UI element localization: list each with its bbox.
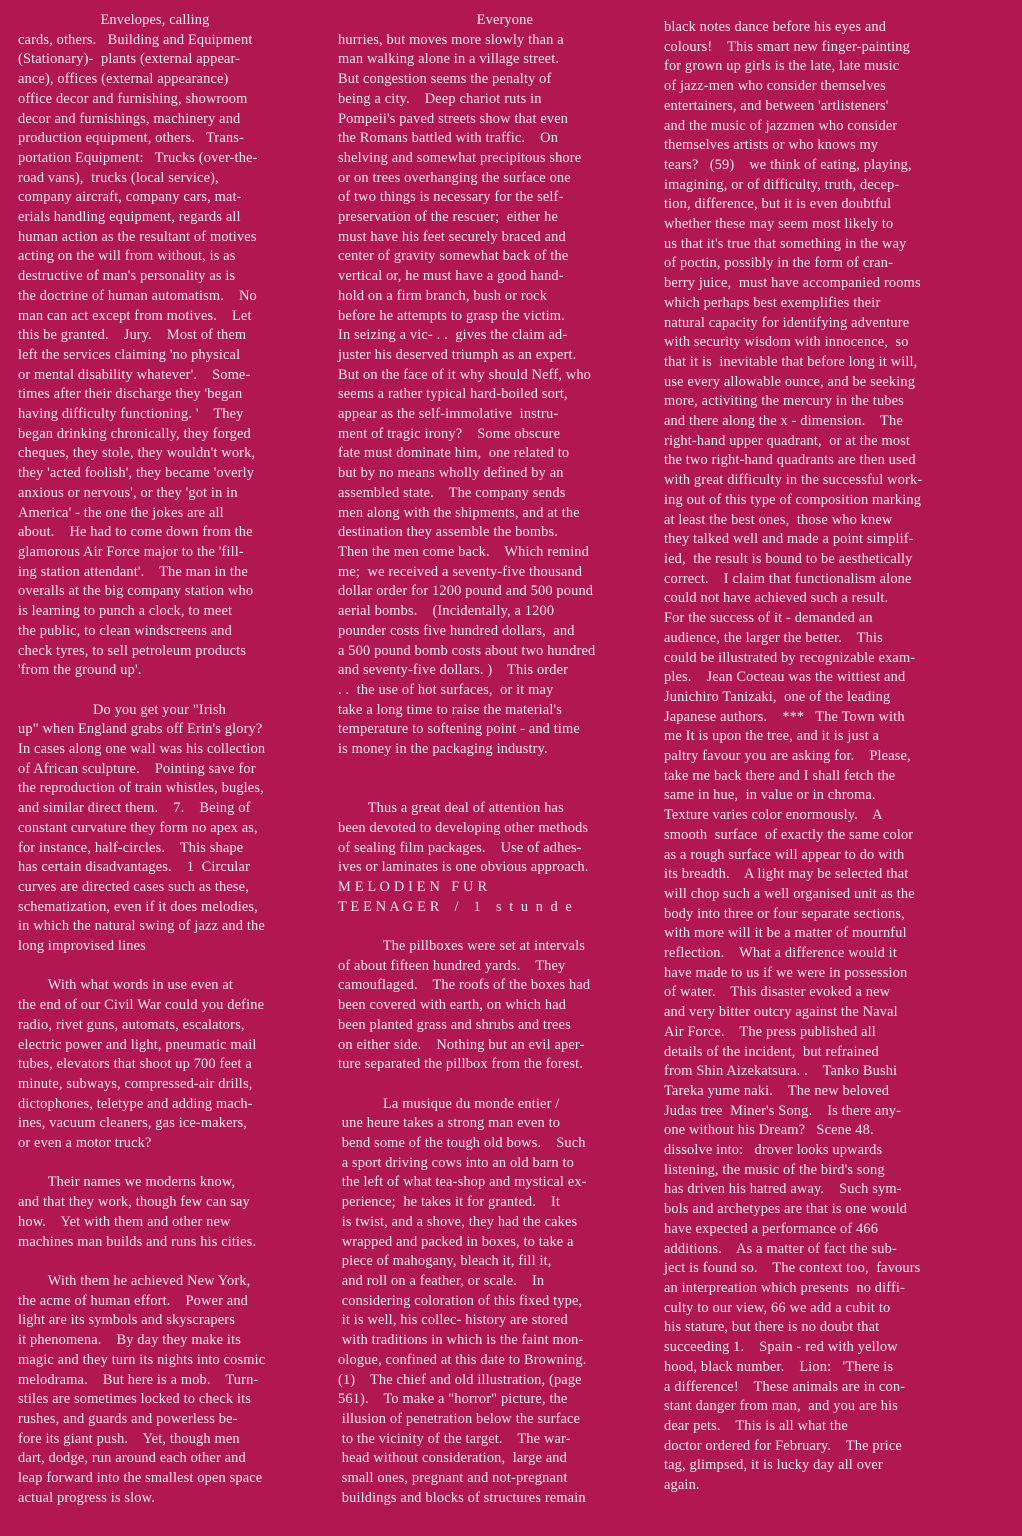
text-line: and similar direct them. 7. Being of [18,800,251,817]
text-line: radio, rivet guns, automats, escalators, [18,1016,245,1033]
text-line: have expected a performance of 466 [664,1220,879,1237]
text-line: But congestion seems the penalty of [338,71,552,88]
text-line: the acme of human effort. Power and [18,1292,249,1309]
text-line: for instance, half-circles. This shape [18,839,244,856]
text-line: bend some of the tough old bows. Such [338,1135,586,1152]
text-line: head without consideration, large and [338,1450,567,1467]
text-line: ologue, confined at this date to Browning. [338,1351,587,1368]
text-line: left the services claiming 'no physical [18,346,241,363]
text-line: men along with the shipments, and at the [338,504,580,521]
text-line: 'from the ground up'. [18,662,142,679]
text-line: Everyone [338,12,534,28]
text-line: or on trees overhanging the surface one [338,169,571,186]
text-line: Their names we moderns know, [18,1174,236,1191]
text-line: of jazz-men who consider themselves [664,78,886,95]
text-line: been planted grass and shrubs and trees [338,1016,571,1033]
text-line: rushes, and guards and powerless be- [18,1410,238,1427]
text-line: light are its symbols and skyscrapers [18,1312,235,1329]
text-line: me; we received a seventy-five thousand [338,563,583,580]
text-line: stant danger from man, and you are his [664,1398,899,1415]
text-line: (Stationary)- plants (external appear- [18,51,241,68]
text-line: actual progress is slow. [18,1489,155,1506]
text-line: leap forward into the smallest open space [18,1470,263,1487]
text-line: with more will it be a matter of mournful [664,925,907,942]
text-line: listening, the music of the bird's song [664,1161,885,1178]
text-line: about. He had to come down from the [18,524,253,541]
text-line: Thus a great deal of attention has [338,800,564,817]
text-line: take a long time to raise the material's [338,701,562,718]
text-line: correct. I claim that functionalism alone [664,570,912,587]
text-line: take me back there and I shall fetch the [664,767,896,784]
text-line: of water. This disaster evoked a new [664,984,891,1001]
text-line: black notes dance before his eyes and [664,19,887,35]
text-line: electric power and light, pneumatic mail [18,1036,257,1053]
text-line: of African sculpture. Pointing save for [18,760,256,777]
text-line: man walking alone in a village street. [338,51,560,68]
text-line: must have his feet securely braced and [338,228,566,245]
text-line: melodrama. But here is a mob. Turn- [18,1371,259,1388]
text-line: glamorous Air Force major to the 'fill- [18,543,244,560]
text-line: the Romans battled with traffic. On [338,130,559,147]
text-line: overalls at the big company station who [18,583,254,600]
text-line: which perhaps best exemplifies their [664,294,881,311]
text-line: it phenomena. By day they make its [18,1332,241,1349]
text-column-middle [338,11,664,1508]
text-line: ines, vacuum cleaners, gas ice-makers, [18,1115,248,1132]
text-line: of poctin, possibly in the form of cran- [664,255,894,272]
text-line: the doctrine of human automatism. No [18,287,257,304]
text-line: with security wisdom with innocence, so [664,334,909,351]
text-line: Tareka yume naki. The new beloved [664,1082,890,1099]
text-line: been devoted to developing other methods [338,819,589,836]
text-line: acting on the will from without, is as [18,248,236,265]
text-line: and the music of jazzmen who consider [664,117,898,134]
text-line: ance), offices (external appearance) [18,71,229,88]
text-line: schematization, even if it does melodies, [18,898,258,915]
text-line: the left of what tea-shop and mystical ex- [338,1174,587,1191]
text-line: dollar order for 1200 pound and 500 pound [338,583,594,600]
text-line: buildings and blocks of structures remain [338,1489,586,1506]
text-line: . . the use of hot surfaces, or it may [338,681,554,698]
text-line: up" when England grabs off Erin's glory? [18,721,263,738]
text-line: same in hue, in value or in chroma. [664,787,876,804]
text-line: illusion of penetration below the surface [338,1410,581,1427]
text-line: the public, to clean windscreens and [18,622,232,639]
text-line: the end of our Civil War could you define [18,997,265,1014]
text-line: will chop such a well organised unit as the [664,885,915,902]
text-line: us that it's true that something in the way [664,235,907,252]
text-line: a sport driving cows into an old barn to [338,1154,574,1171]
text-line: assembled state. The company sends [338,484,566,501]
text-line: tag, glimpsed, it is lucky day all over [664,1457,883,1474]
text-line: having difficulty functioning. ' They [18,406,244,423]
text-line: une heure takes a strong man even to [338,1115,561,1132]
text-line: its breadth. A light may be selected that [664,866,909,883]
text-line: his stature, but there is no doubt that [664,1319,880,1336]
text-line [18,957,340,977]
text-line: it is well, his collec- history are stored [338,1312,568,1329]
text-line [338,1075,664,1095]
text-line: body into three or four separate sections, [664,905,905,922]
text-line: before he attempts to grasp the victim. [338,307,565,324]
text-line: aerial bombs. (Incidentally, a 1200 [338,603,555,620]
text-line: dear pets. This is all what the [664,1417,848,1434]
text-line: shelving and somewhat precipitous shore [338,149,582,166]
text-column-left [18,11,340,1508]
text-line: Judas tree Miner's Song. Is there any- [664,1102,902,1119]
text-line: of about fifteen hundred yards. They [338,957,566,974]
text-line: to the vicinity of the target. The war- [338,1430,571,1447]
text-line: with traditions in which is the faint mon- [338,1332,584,1349]
text-line: small ones, pregnant and not-pregnant [338,1470,568,1487]
text-line: on either side. Nothing but an evil aper- [338,1036,585,1053]
text-line: they 'acted foolish', they became 'overly [18,465,255,482]
text-line: ives or laminates is one obvious approach. [338,859,589,876]
text-line: one without his Dream? Scene 48. [664,1122,874,1139]
text-line: additions. As a matter of fact the sub- [664,1240,897,1257]
text-line: wrapped and packed in boxes, to take a [338,1233,574,1250]
text-line: La musique du monde entier / [338,1095,560,1112]
text-line: camouflaged. The roofs of the boxes had [338,977,591,994]
text-line: piece of mahogany, bleach it, fill it, [338,1253,552,1270]
text-line: smooth surface of exactly the same color [664,826,914,843]
text-line: in which the natural swing of jazz and the [18,918,265,935]
text-line: this be granted. Jury. Most of them [18,327,247,344]
text-line: Do you get your "Irish [18,701,227,718]
text-line: For the success of it - demanded an [664,610,873,627]
text-line: have made to us if we were in possession [664,964,908,981]
text-line [18,1154,340,1174]
text-line: from Shin Aizekatsura. . Tanko Bushi [664,1063,898,1080]
text-line: preservation of the rescuer; either he [338,209,559,226]
text-line: began drinking chronically, they forged [18,425,251,442]
text-line: M E L O D I E N F U R [338,878,488,895]
text-line: perience; he takes it for granted. It [338,1194,561,1211]
text-line: doctor ordered for February. The price [664,1437,902,1454]
text-line: and there along the x - dimension. The [664,413,903,430]
text-line: for grown up girls is the late, late music [664,58,900,75]
text-line: but by no means wholly defined by an [338,465,564,482]
text-line: at least the best ones, those who knew [664,511,893,528]
text-line: Envelopes, calling [18,12,210,28]
text-line [338,760,664,780]
text-line [18,681,340,701]
text-line: road vans), trucks (local service), [18,169,219,186]
text-line: magic and they turn its nights into cosmic [18,1351,266,1368]
text-line: decor and furnishings, machinery and [18,110,241,127]
text-line: human action as the resultant of motives [18,228,257,245]
text-line: dictophones, teletype and adding mach- [18,1095,253,1112]
text-line: has certain disadvantages. 1 Circular [18,859,250,876]
text-line: 561). To make a "horror" picture, the [338,1391,568,1408]
text-line: ture separated the pillbox from the forest. [338,1056,584,1073]
text-line [338,779,664,799]
text-line: Texture varies color enormously. A [664,807,883,824]
text-line: and seventy-five dollars. ) This order [338,662,569,679]
text-line: tears? (59) we think of eating, playing, [664,156,912,173]
text-line: and that they work, though few can say [18,1194,250,1211]
text-line: machines man builds and runs his cities. [18,1233,257,1250]
text-line: more, activiting the mercury in the tubes [664,393,904,410]
text-line: paltry favour you are asking for. Please, [664,748,911,765]
text-line: Junichiro Tanizaki, one of the leading [664,688,891,705]
text-line: man can act except from motives. Let [18,307,252,324]
text-line: curves are directed cases such as these, [18,878,249,895]
text-line: with great difficulty in the successful work- [664,472,923,489]
text-line: ing out of this type of composition marking [664,491,922,508]
text-line: again. [664,1477,700,1494]
text-line: me It is upon the tree, and it is just a [664,728,880,745]
text-line: entertainers, and between 'artlisteners' [664,97,889,114]
text-line: has driven his hatred away. Such sym- [664,1181,902,1198]
text-line: as a rough surface will appear to do with [664,846,905,863]
text-line: constant curvature they form no apex as, [18,819,258,836]
text-line: could be illustrated by recognizable exam- [664,649,916,666]
text-line: T E E N A G E R / 1 s t u n d e [338,898,572,915]
text-line: stiles are sometimes locked to check its [18,1391,251,1408]
text-line: whether these may seem most likely to [664,216,894,233]
text-line: destructive of man's personality as is [18,268,236,285]
text-line: a difference! These animals are in con- [664,1378,906,1395]
text-line: cheques, they stole, they wouldn't work, [18,445,256,462]
text-line: reflection. What a difference would it [664,945,897,962]
text-line: hood, black number. Lion: 'There is [664,1358,894,1375]
text-line: check tyres, to sell petroleum products [18,642,247,659]
text-line: details of the incident, but refrained [664,1043,879,1060]
text-line: destination they assemble the bombs. [338,524,559,541]
text-column-right [664,18,1004,1496]
text-line: and roll on a feather, or scale. In [338,1273,545,1289]
text-line: use every allowable ounce, and be seeking [664,373,916,390]
text-line: appear as the self-immolative instru- [338,406,559,423]
text-line: times after their discharge they 'began [18,386,243,403]
text-line: temperature to softening point - and time [338,721,580,738]
text-line: ing station attendant'. The man in the [18,563,248,580]
text-line: long improvised lines [18,938,146,955]
text-line: tion, difference, but it is even doubtful [664,196,892,213]
text-line: ples. Jean Cocteau was the wittiest and [664,669,906,686]
text-line: anxious or nervous', or they 'got in in [18,484,238,501]
text-line: In cases along one wall was his collection [18,741,266,758]
text-line: hold on a firm branch, bush or rock [338,287,548,304]
text-line: dart, dodge, run around each other and [18,1450,246,1467]
text-line: succeeding 1. Spain - red with yellow [664,1339,898,1356]
text-line: colours! This smart new finger-painting [664,38,910,55]
text-line: Pompeii's paved streets show that even [338,110,569,127]
text-line: that it is inevitable that before long it will, [664,353,918,370]
text-line [18,1252,340,1272]
text-line: of two things is necessary for the self- [338,189,564,206]
text-line: could not have achieved such a result. [664,590,889,607]
text-line: With what words in use even at [18,977,234,994]
text-line: ment of tragic irony? Some obscure [338,425,561,442]
text-line: natural capacity for identifying adventure [664,314,910,331]
text-line: and very bitter outcry against the Naval [664,1004,898,1021]
text-line: is twist, and a shove, they had the cakes [338,1213,578,1230]
text-line: being a city. Deep chariot ruts in [338,90,542,107]
text-line: of sealing film packages. Use of adhes- [338,839,582,856]
text-line: erials handling equipment, regards all [18,209,241,226]
text-line [338,917,664,937]
text-line: berry juice, must have accompanied rooms [664,275,921,292]
text-line: or mental disability whatever'. Some- [18,366,251,383]
text-line: portation Equipment: Trucks (over-the- [18,149,258,166]
text-line: production equipment, others. Trans- [18,130,244,147]
text-line: ied, the result is bound to be aesthetically [664,550,913,567]
text-line: minute, subways, compressed-air drills, [18,1075,253,1092]
text-line: Japanese authors. *** The Town with [664,708,905,725]
text-line: Air Force. The press published all [664,1023,876,1040]
text-line: themselves artists or who knows my [664,137,879,154]
text-line: an interpreation which presents no diffi- [664,1280,906,1296]
text-line: hurries, but moves more slowly than a [338,31,564,48]
text-line: right-hand upper quadrant, or at the most [664,432,911,449]
text-line: (1) The chief and old illustration, (page [338,1371,582,1388]
text-line: is money in the packaging industry. [338,741,548,758]
text-line: is learning to punch a clock, to meet [18,603,233,620]
text-line: company aircraft, company cars, mat- [18,189,242,206]
text-line: fore its giant push. Yet, though men [18,1430,240,1447]
text-line: culty to our view, 66 we add a cubit to [664,1299,891,1316]
text-line: they talked well and made a point simplif- [664,531,914,548]
text-line: ject is found so. The context too, favours [664,1260,921,1277]
text-line: the two right-hand quadrants are then used [664,452,916,469]
text-line: juster his deserved triumph as an expert. [338,346,577,363]
text-line: America' - the one the jokes are all [18,504,224,521]
text-line: But on the face of it why should Neff, who [338,366,592,383]
text-line: Then the men come back. Which remind [338,543,589,560]
text-line: With them he achieved New York, [18,1273,251,1289]
text-line: considering coloration of this fixed type, [338,1292,583,1309]
text-line: In seizing a vic- . . gives the claim ad- [338,327,568,344]
text-line: tubes, elevators that shoot up 700 feet a [18,1056,252,1073]
text-line: office decor and furnishing, showroom [18,90,248,107]
text-line: the reproduction of train whistles, bugles, [18,780,264,797]
text-line: cards, others. Building and Equipment [18,31,253,48]
text-line: been covered with earth, on which had [338,997,567,1014]
text-line: or even a motor truck? [18,1135,152,1152]
text-line: how. Yet with them and other new [18,1213,231,1230]
text-line: audience, the larger the better. This [664,629,883,646]
text-line: bols and archetypes are that is one would [664,1201,908,1218]
text-line: imagining, or of difficulty, truth, decep- [664,176,900,193]
text-line: fate must dominate him, one related to [338,445,570,462]
text-line: center of gravity somewhat back of the [338,248,569,265]
text-line: vertical or, he must have a good hand- [338,268,564,285]
text-line: dissolve into: drover looks upwards [664,1142,883,1159]
text-line: The pillboxes were set at intervals [338,938,585,955]
text-line: pounder costs five hundred dollars, and [338,622,575,639]
text-line: seems a rather typical hard-boiled sort, [338,386,568,403]
text-line: a 500 pound bomb costs about two hundred [338,642,596,659]
